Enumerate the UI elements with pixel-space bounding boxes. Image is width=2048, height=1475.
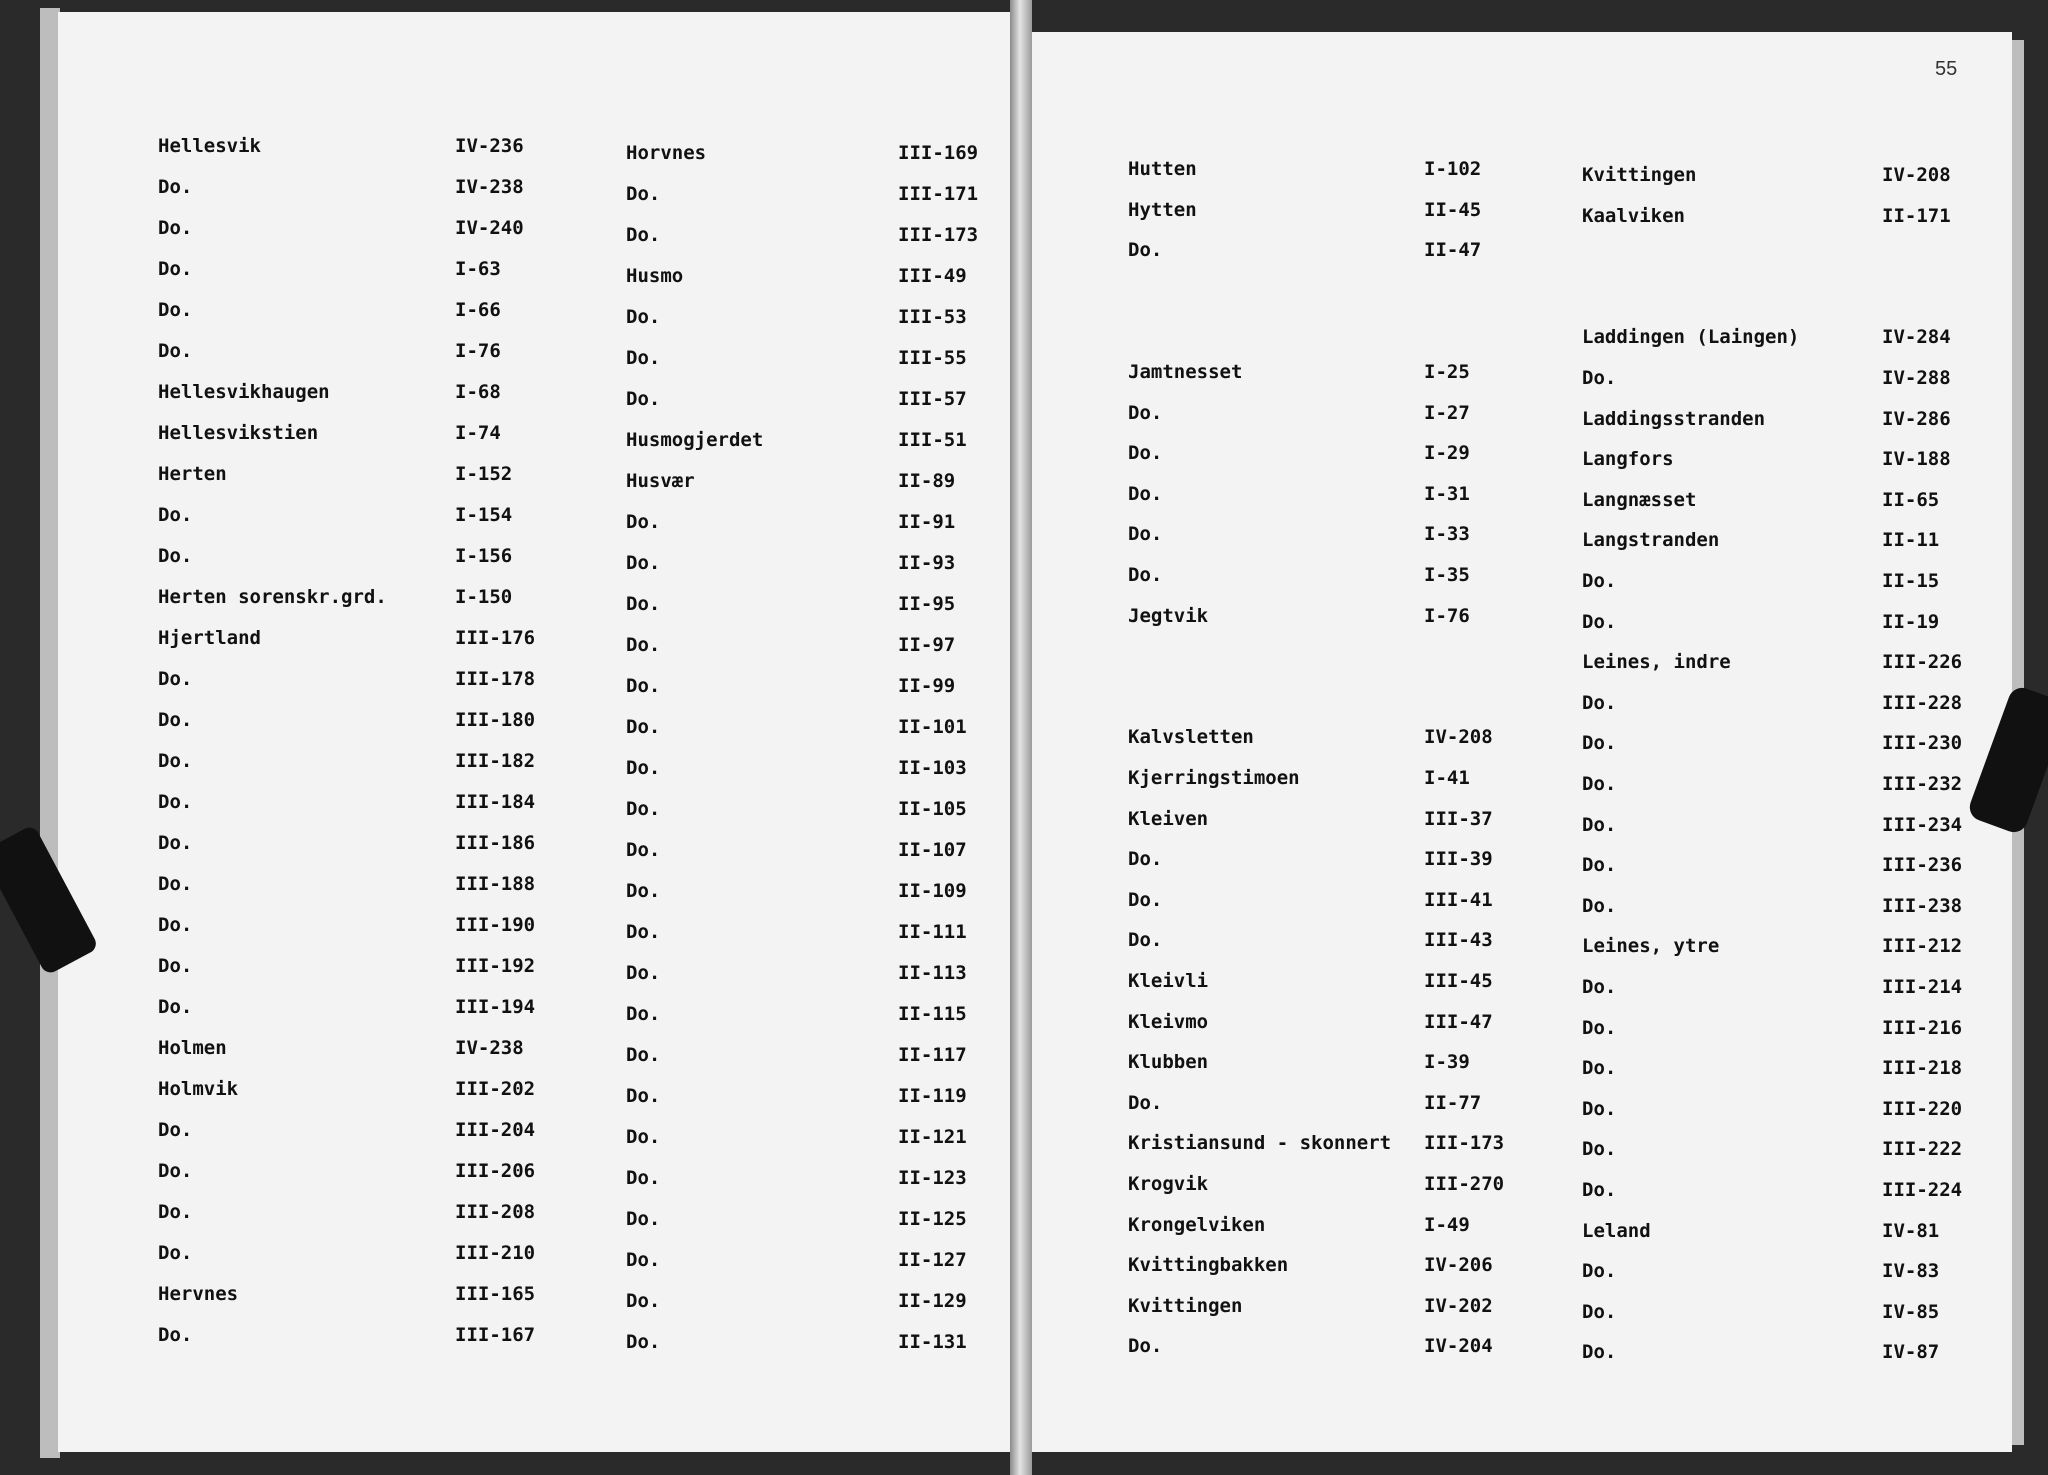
place-name: Do. bbox=[158, 504, 193, 526]
place-name: Do. bbox=[158, 873, 193, 895]
volume-reference: III-228 bbox=[1882, 691, 1963, 714]
place-name: Hjertland bbox=[158, 627, 261, 649]
left-page bbox=[58, 12, 1010, 1452]
volume-reference: IV-206 bbox=[1424, 1254, 1493, 1277]
place-name: Do. bbox=[158, 299, 193, 321]
volume-reference: II-131 bbox=[898, 1331, 967, 1353]
volume-reference: III-55 bbox=[898, 347, 967, 369]
place-name: Do. bbox=[158, 996, 193, 1018]
volume-reference: III-171 bbox=[898, 183, 979, 205]
volume-reference: I-41 bbox=[1424, 767, 1470, 789]
volume-reference: III-208 bbox=[455, 1201, 536, 1223]
place-name: Langfors bbox=[1582, 448, 1674, 471]
volume-reference: I-150 bbox=[455, 586, 513, 608]
place-name: Do. bbox=[1128, 239, 1163, 262]
volume-reference: III-180 bbox=[455, 709, 536, 731]
place-name: Do. bbox=[626, 962, 661, 984]
volume-reference: II-103 bbox=[898, 757, 967, 779]
place-name: Do. bbox=[158, 1160, 193, 1182]
volume-reference: I-154 bbox=[455, 504, 513, 526]
volume-reference: IV-284 bbox=[1882, 326, 1951, 349]
place-name: Hytten bbox=[1128, 198, 1197, 221]
volume-reference: II-105 bbox=[898, 798, 967, 820]
place-name: Do. bbox=[626, 634, 661, 656]
place-name: Do. bbox=[626, 921, 661, 943]
volume-reference: II-93 bbox=[898, 552, 956, 574]
place-name: Do. bbox=[1128, 1335, 1163, 1358]
place-name: Do. bbox=[626, 1208, 661, 1230]
place-name: Do. bbox=[158, 340, 193, 362]
place-name: Klubben bbox=[1128, 1051, 1209, 1074]
place-name: Hellesvik bbox=[158, 135, 261, 157]
place-name: Do. bbox=[1582, 1341, 1617, 1364]
place-name: Do. bbox=[1128, 564, 1163, 586]
volume-reference: IV-85 bbox=[1882, 1300, 1940, 1323]
volume-reference: III-214 bbox=[1882, 976, 1963, 998]
volume-reference: II-117 bbox=[898, 1044, 967, 1066]
page-number: 55 bbox=[1935, 58, 1958, 80]
place-name: Jamtnesset bbox=[1128, 361, 1243, 383]
place-name: Do. bbox=[1582, 1260, 1617, 1283]
volume-reference: IV-238 bbox=[455, 176, 524, 198]
place-name: Hervnes bbox=[158, 1283, 239, 1305]
volume-reference: III-204 bbox=[455, 1119, 536, 1141]
volume-reference: III-186 bbox=[455, 832, 536, 854]
place-name: Holmen bbox=[158, 1037, 227, 1059]
volume-reference: III-234 bbox=[1882, 813, 1963, 836]
place-name: Husmogjerdet bbox=[626, 429, 764, 451]
place-name: Do. bbox=[626, 224, 661, 246]
place-name: Do. bbox=[158, 1201, 193, 1223]
place-name: Kjerringstimoen bbox=[1128, 767, 1300, 789]
place-name: Do. bbox=[158, 1119, 193, 1141]
place-name: Do. bbox=[1582, 691, 1617, 714]
book-spine bbox=[1010, 0, 1032, 1475]
place-name: Do. bbox=[1582, 854, 1617, 877]
volume-reference: III-224 bbox=[1882, 1179, 1963, 1201]
place-name: Do. bbox=[626, 757, 661, 779]
place-name: Do. bbox=[626, 593, 661, 615]
volume-reference: III-220 bbox=[1882, 1097, 1963, 1120]
place-name: Husvær bbox=[626, 470, 695, 492]
volume-reference: I-102 bbox=[1424, 158, 1482, 180]
volume-reference: I-35 bbox=[1424, 564, 1470, 586]
volume-reference: III-202 bbox=[455, 1078, 536, 1100]
volume-reference: II-45 bbox=[1424, 198, 1482, 221]
volume-reference: I-29 bbox=[1424, 442, 1470, 465]
volume-reference: II-119 bbox=[898, 1085, 967, 1107]
volume-reference: III-190 bbox=[455, 914, 536, 936]
page-edges-left bbox=[40, 8, 60, 1458]
place-name: Do. bbox=[158, 832, 193, 854]
place-name: Do. bbox=[1128, 523, 1163, 546]
volume-reference: III-216 bbox=[1882, 1016, 1963, 1039]
place-name: Hellesvikhaugen bbox=[158, 381, 330, 403]
place-name: Do. bbox=[1582, 610, 1617, 633]
place-name: Do. bbox=[1582, 1097, 1617, 1120]
place-name: Do. bbox=[626, 1167, 661, 1189]
place-name: Do. bbox=[158, 176, 193, 198]
place-name: Do. bbox=[1582, 1057, 1617, 1080]
place-name: Do. bbox=[1582, 773, 1617, 795]
volume-reference: III-165 bbox=[455, 1283, 536, 1305]
volume-reference: IV-236 bbox=[455, 135, 524, 157]
volume-reference: III-176 bbox=[455, 627, 536, 649]
place-name: Kvittingen bbox=[1128, 1294, 1243, 1317]
place-name: Do. bbox=[626, 347, 661, 369]
place-name: Do. bbox=[1582, 1138, 1617, 1161]
volume-reference: II-91 bbox=[898, 511, 956, 533]
place-name: Do. bbox=[158, 545, 193, 567]
volume-reference: II-171 bbox=[1882, 204, 1951, 227]
volume-reference: III-222 bbox=[1882, 1138, 1963, 1161]
volume-reference: I-68 bbox=[455, 381, 501, 403]
place-name: Do. bbox=[626, 716, 661, 738]
place-name: Do. bbox=[626, 1331, 661, 1353]
volume-reference: II-77 bbox=[1424, 1091, 1482, 1114]
volume-reference: I-33 bbox=[1424, 523, 1470, 546]
place-name: Langnæsset bbox=[1582, 488, 1697, 511]
place-name: Do. bbox=[626, 511, 661, 533]
place-name: Hellesvikstien bbox=[158, 422, 319, 444]
place-name: Holmvik bbox=[158, 1078, 239, 1100]
volume-reference: III-188 bbox=[455, 873, 536, 895]
volume-reference: I-49 bbox=[1424, 1213, 1470, 1236]
volume-reference: II-19 bbox=[1882, 610, 1940, 633]
place-name: Do. bbox=[158, 1324, 193, 1346]
volume-reference: III-194 bbox=[455, 996, 536, 1018]
volume-reference: IV-202 bbox=[1424, 1294, 1493, 1317]
place-name: Do. bbox=[158, 1242, 193, 1264]
volume-reference: IV-188 bbox=[1882, 448, 1951, 471]
volume-reference: II-125 bbox=[898, 1208, 967, 1230]
place-name: Do. bbox=[626, 1044, 661, 1066]
place-name: Do. bbox=[626, 388, 661, 410]
volume-reference: III-226 bbox=[1882, 651, 1963, 674]
volume-reference: II-65 bbox=[1882, 488, 1940, 511]
place-name: Do. bbox=[1582, 367, 1617, 389]
place-name: Laddingen (Laingen) bbox=[1582, 326, 1800, 349]
volume-reference: IV-208 bbox=[1882, 164, 1951, 186]
volume-reference: III-236 bbox=[1882, 854, 1963, 877]
place-name: Do. bbox=[158, 668, 193, 690]
place-name: Do. bbox=[1582, 1300, 1617, 1323]
place-name: Do. bbox=[158, 914, 193, 936]
place-name: Krogvik bbox=[1128, 1173, 1209, 1195]
volume-reference: I-63 bbox=[455, 258, 501, 280]
volume-reference: IV-81 bbox=[1882, 1219, 1940, 1242]
volume-reference: II-95 bbox=[898, 593, 956, 615]
place-name: Hutten bbox=[1128, 158, 1197, 180]
volume-reference: III-167 bbox=[455, 1324, 536, 1346]
place-name: Horvnes bbox=[626, 142, 707, 164]
volume-reference: III-173 bbox=[1424, 1132, 1505, 1155]
volume-reference: I-152 bbox=[455, 463, 513, 485]
volume-reference: I-76 bbox=[455, 340, 501, 362]
volume-reference: III-39 bbox=[1424, 848, 1493, 871]
volume-reference: I-27 bbox=[1424, 401, 1470, 424]
place-name: Do. bbox=[158, 709, 193, 731]
volume-reference: IV-240 bbox=[455, 217, 524, 239]
volume-reference: III-230 bbox=[1882, 732, 1963, 755]
volume-reference: IV-204 bbox=[1424, 1335, 1493, 1358]
volume-reference: II-101 bbox=[898, 716, 967, 738]
volume-reference: I-39 bbox=[1424, 1051, 1470, 1074]
place-name: Krongelviken bbox=[1128, 1213, 1266, 1236]
volume-reference: III-43 bbox=[1424, 929, 1493, 952]
place-name: Jegtvik bbox=[1128, 604, 1209, 627]
volume-reference: II-121 bbox=[898, 1126, 967, 1148]
place-name: Husmo bbox=[626, 265, 684, 287]
place-name: Kleiven bbox=[1128, 807, 1209, 830]
place-name: Leland bbox=[1582, 1219, 1651, 1242]
volume-reference: III-212 bbox=[1882, 935, 1963, 958]
place-name: Kvittingbakken bbox=[1128, 1254, 1289, 1277]
volume-reference: III-182 bbox=[455, 750, 536, 772]
volume-reference: III-51 bbox=[898, 429, 967, 451]
place-name: Laddingsstranden bbox=[1582, 407, 1766, 430]
volume-reference: IV-83 bbox=[1882, 1260, 1940, 1283]
place-name: Do. bbox=[158, 791, 193, 813]
place-name: Do. bbox=[626, 880, 661, 902]
volume-reference: IV-208 bbox=[1424, 726, 1493, 749]
place-name: Do. bbox=[1128, 1091, 1163, 1114]
place-name: Do. bbox=[626, 306, 661, 328]
place-name: Kaalviken bbox=[1582, 204, 1685, 227]
volume-reference: I-74 bbox=[455, 422, 501, 444]
volume-reference: III-192 bbox=[455, 955, 536, 977]
place-name: Do. bbox=[1582, 894, 1617, 917]
place-name: Do. bbox=[1582, 570, 1617, 592]
place-name: Do. bbox=[158, 217, 193, 239]
place-name: Do. bbox=[1128, 401, 1163, 424]
volume-reference: IV-87 bbox=[1882, 1341, 1940, 1364]
volume-reference: III-178 bbox=[455, 668, 536, 690]
place-name: Do. bbox=[158, 258, 193, 280]
volume-reference: II-111 bbox=[898, 921, 967, 943]
volume-reference: I-31 bbox=[1424, 482, 1470, 505]
place-name: Do. bbox=[1128, 848, 1163, 871]
place-name: Do. bbox=[626, 675, 661, 697]
volume-reference: III-210 bbox=[455, 1242, 536, 1264]
volume-reference: III-206 bbox=[455, 1160, 536, 1182]
place-name: Do. bbox=[626, 839, 661, 861]
place-name: Leines, ytre bbox=[1582, 935, 1720, 958]
volume-reference: II-97 bbox=[898, 634, 956, 656]
place-name: Do. bbox=[1128, 442, 1163, 465]
place-name: Do. bbox=[1582, 1016, 1617, 1039]
place-name: Do. bbox=[1128, 929, 1163, 952]
place-name: Do. bbox=[626, 1249, 661, 1271]
place-name: Do. bbox=[626, 1085, 661, 1107]
place-name: Do. bbox=[626, 798, 661, 820]
volume-reference: II-129 bbox=[898, 1290, 967, 1312]
place-name: Kalvsletten bbox=[1128, 726, 1254, 749]
volume-reference: III-238 bbox=[1882, 894, 1963, 917]
place-name: Do. bbox=[626, 1003, 661, 1025]
volume-reference: II-109 bbox=[898, 880, 967, 902]
volume-reference: III-41 bbox=[1424, 888, 1493, 911]
place-name: Do. bbox=[1582, 813, 1617, 836]
volume-reference: IV-288 bbox=[1882, 367, 1951, 389]
volume-reference: III-37 bbox=[1424, 807, 1493, 830]
volume-reference: II-115 bbox=[898, 1003, 967, 1025]
volume-reference: II-89 bbox=[898, 470, 956, 492]
volume-reference: II-113 bbox=[898, 962, 967, 984]
volume-reference: IV-238 bbox=[455, 1037, 524, 1059]
volume-reference: III-57 bbox=[898, 388, 967, 410]
volume-reference: III-53 bbox=[898, 306, 967, 328]
volume-reference: II-47 bbox=[1424, 239, 1482, 262]
place-name: Do. bbox=[1582, 1179, 1617, 1201]
volume-reference: III-173 bbox=[898, 224, 979, 246]
volume-reference: II-107 bbox=[898, 839, 967, 861]
place-name: Do. bbox=[158, 750, 193, 772]
volume-reference: IV-286 bbox=[1882, 407, 1951, 430]
volume-reference: II-11 bbox=[1882, 529, 1940, 552]
volume-reference: II-127 bbox=[898, 1249, 967, 1271]
volume-reference: III-184 bbox=[455, 791, 536, 813]
volume-reference: III-218 bbox=[1882, 1057, 1963, 1080]
place-name: Leines, indre bbox=[1582, 651, 1731, 674]
place-name: Do. bbox=[158, 955, 193, 977]
place-name: Do. bbox=[1582, 732, 1617, 755]
volume-reference: II-15 bbox=[1882, 570, 1940, 592]
place-name: Do. bbox=[626, 552, 661, 574]
volume-reference: III-169 bbox=[898, 142, 979, 164]
volume-reference: III-45 bbox=[1424, 970, 1493, 992]
volume-reference: II-123 bbox=[898, 1167, 967, 1189]
place-name: Kleivmo bbox=[1128, 1010, 1209, 1033]
volume-reference: I-25 bbox=[1424, 361, 1470, 383]
place-name: Do. bbox=[626, 1290, 661, 1312]
volume-reference: II-99 bbox=[898, 675, 956, 697]
volume-reference: I-156 bbox=[455, 545, 513, 567]
place-name: Herten bbox=[158, 463, 227, 485]
place-name: Kleivli bbox=[1128, 970, 1209, 992]
place-name: Do. bbox=[1128, 888, 1163, 911]
volume-reference: I-66 bbox=[455, 299, 501, 321]
volume-reference: III-49 bbox=[898, 265, 967, 287]
place-name: Do. bbox=[1128, 482, 1163, 505]
volume-reference: III-270 bbox=[1424, 1173, 1505, 1195]
place-name: Langstranden bbox=[1582, 529, 1720, 552]
place-name: Kvittingen bbox=[1582, 164, 1697, 186]
place-name: Do. bbox=[626, 1126, 661, 1148]
place-name: Do. bbox=[626, 183, 661, 205]
place-name: Herten sorenskr.grd. bbox=[158, 586, 387, 608]
place-name: Do. bbox=[1582, 976, 1617, 998]
place-name: Kristiansund - skonnert bbox=[1128, 1132, 1392, 1155]
volume-reference: III-47 bbox=[1424, 1010, 1493, 1033]
volume-reference: I-76 bbox=[1424, 604, 1470, 627]
volume-reference: III-232 bbox=[1882, 773, 1963, 795]
